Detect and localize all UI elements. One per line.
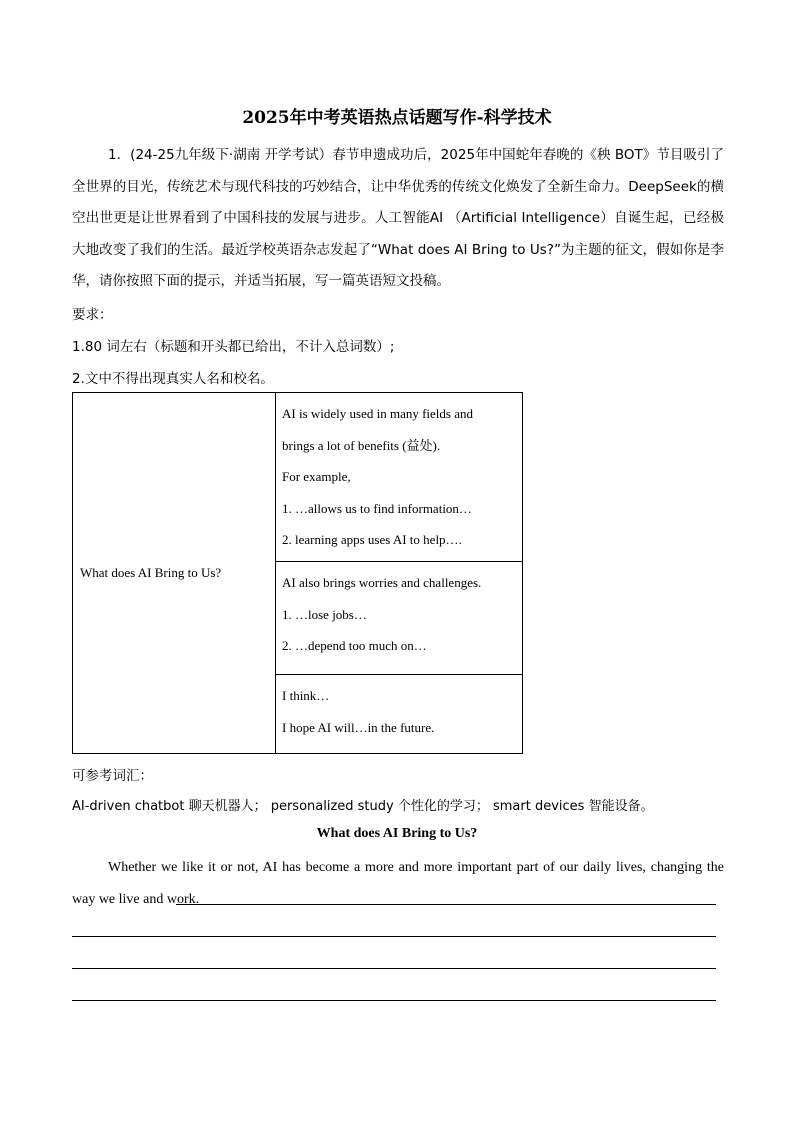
requirement-item-2: 2.文中不得出现真实人名和校名。 <box>72 371 274 387</box>
writing-line[interactable] <box>176 904 716 905</box>
outline-block-benefits <box>276 393 523 562</box>
outline-line: I think… <box>282 688 330 703</box>
vocab-list: AI-driven chatbot 聊天机器人； personalized study 个性化的学习； smart devices 智能设备。 <box>72 799 654 814</box>
requirements-heading: 要求： <box>72 307 113 323</box>
outline-line: AI is widely used in many fields and <box>282 406 473 421</box>
outline-line: I hope AI will…in the future. <box>282 719 435 735</box>
outline-line: brings a lot of benefits (益处). <box>282 437 441 453</box>
writing-line[interactable] <box>72 1000 716 1001</box>
outline-line: 1. …allows us to find information… <box>282 500 472 516</box>
page-title: 2025年中考英语热点话题写作-科学技术 <box>242 108 552 128</box>
outline-line: AI also brings worries and challenges. <box>282 575 482 590</box>
table-row <box>73 393 523 562</box>
vocab-heading: 可参考词汇： <box>72 768 153 784</box>
essay-opening: Whether we like it or not, AI has become a more and more important part of our daily lives, changing the way we live and work. <box>72 860 724 907</box>
requirement-item-1: 1.80 词左右（标题和开头都已给出，不计入总词数）; <box>72 339 395 355</box>
outline-block-opinion <box>276 675 523 754</box>
question-prompt: 1．(24-25九年级下·湖南 开学考试）春节申遗成功后，2025年中国蛇年春晚的《秧 BOT》节目吸引了全世界的目光，传统艺术与现代科技的巧妙结合，让中华优秀的传统文化焕发了全新生命力。DeepSeek的横空出世更是让世界看到了中国科技的发展与进步。人工智能AI （Artificial Intelligence）自诞生起，已经极大地改变了我们的生活。最近学校英语杂志发起了“What does AI Bring to Us?”为主题的征文，假如你是李华，请你按照下面的提示，并适当拓展，写一篇英语短文投稿。 <box>72 147 724 289</box>
outline-line: 2. …depend too much on… <box>282 638 427 653</box>
essay-title: What does AI Bring to Us? <box>316 826 478 841</box>
outline-line: 1. …lose jobs… <box>282 606 367 622</box>
outline-table <box>72 392 523 754</box>
outline-line: 2. learning apps uses AI to help…. <box>282 532 462 547</box>
outline-topic-cell <box>73 393 276 754</box>
outline-topic: What does AI Bring to Us? <box>80 565 222 580</box>
writing-line[interactable] <box>72 968 716 969</box>
outline-line: For example, <box>282 469 351 484</box>
writing-line[interactable] <box>72 936 716 937</box>
outline-block-challenges <box>276 562 523 675</box>
